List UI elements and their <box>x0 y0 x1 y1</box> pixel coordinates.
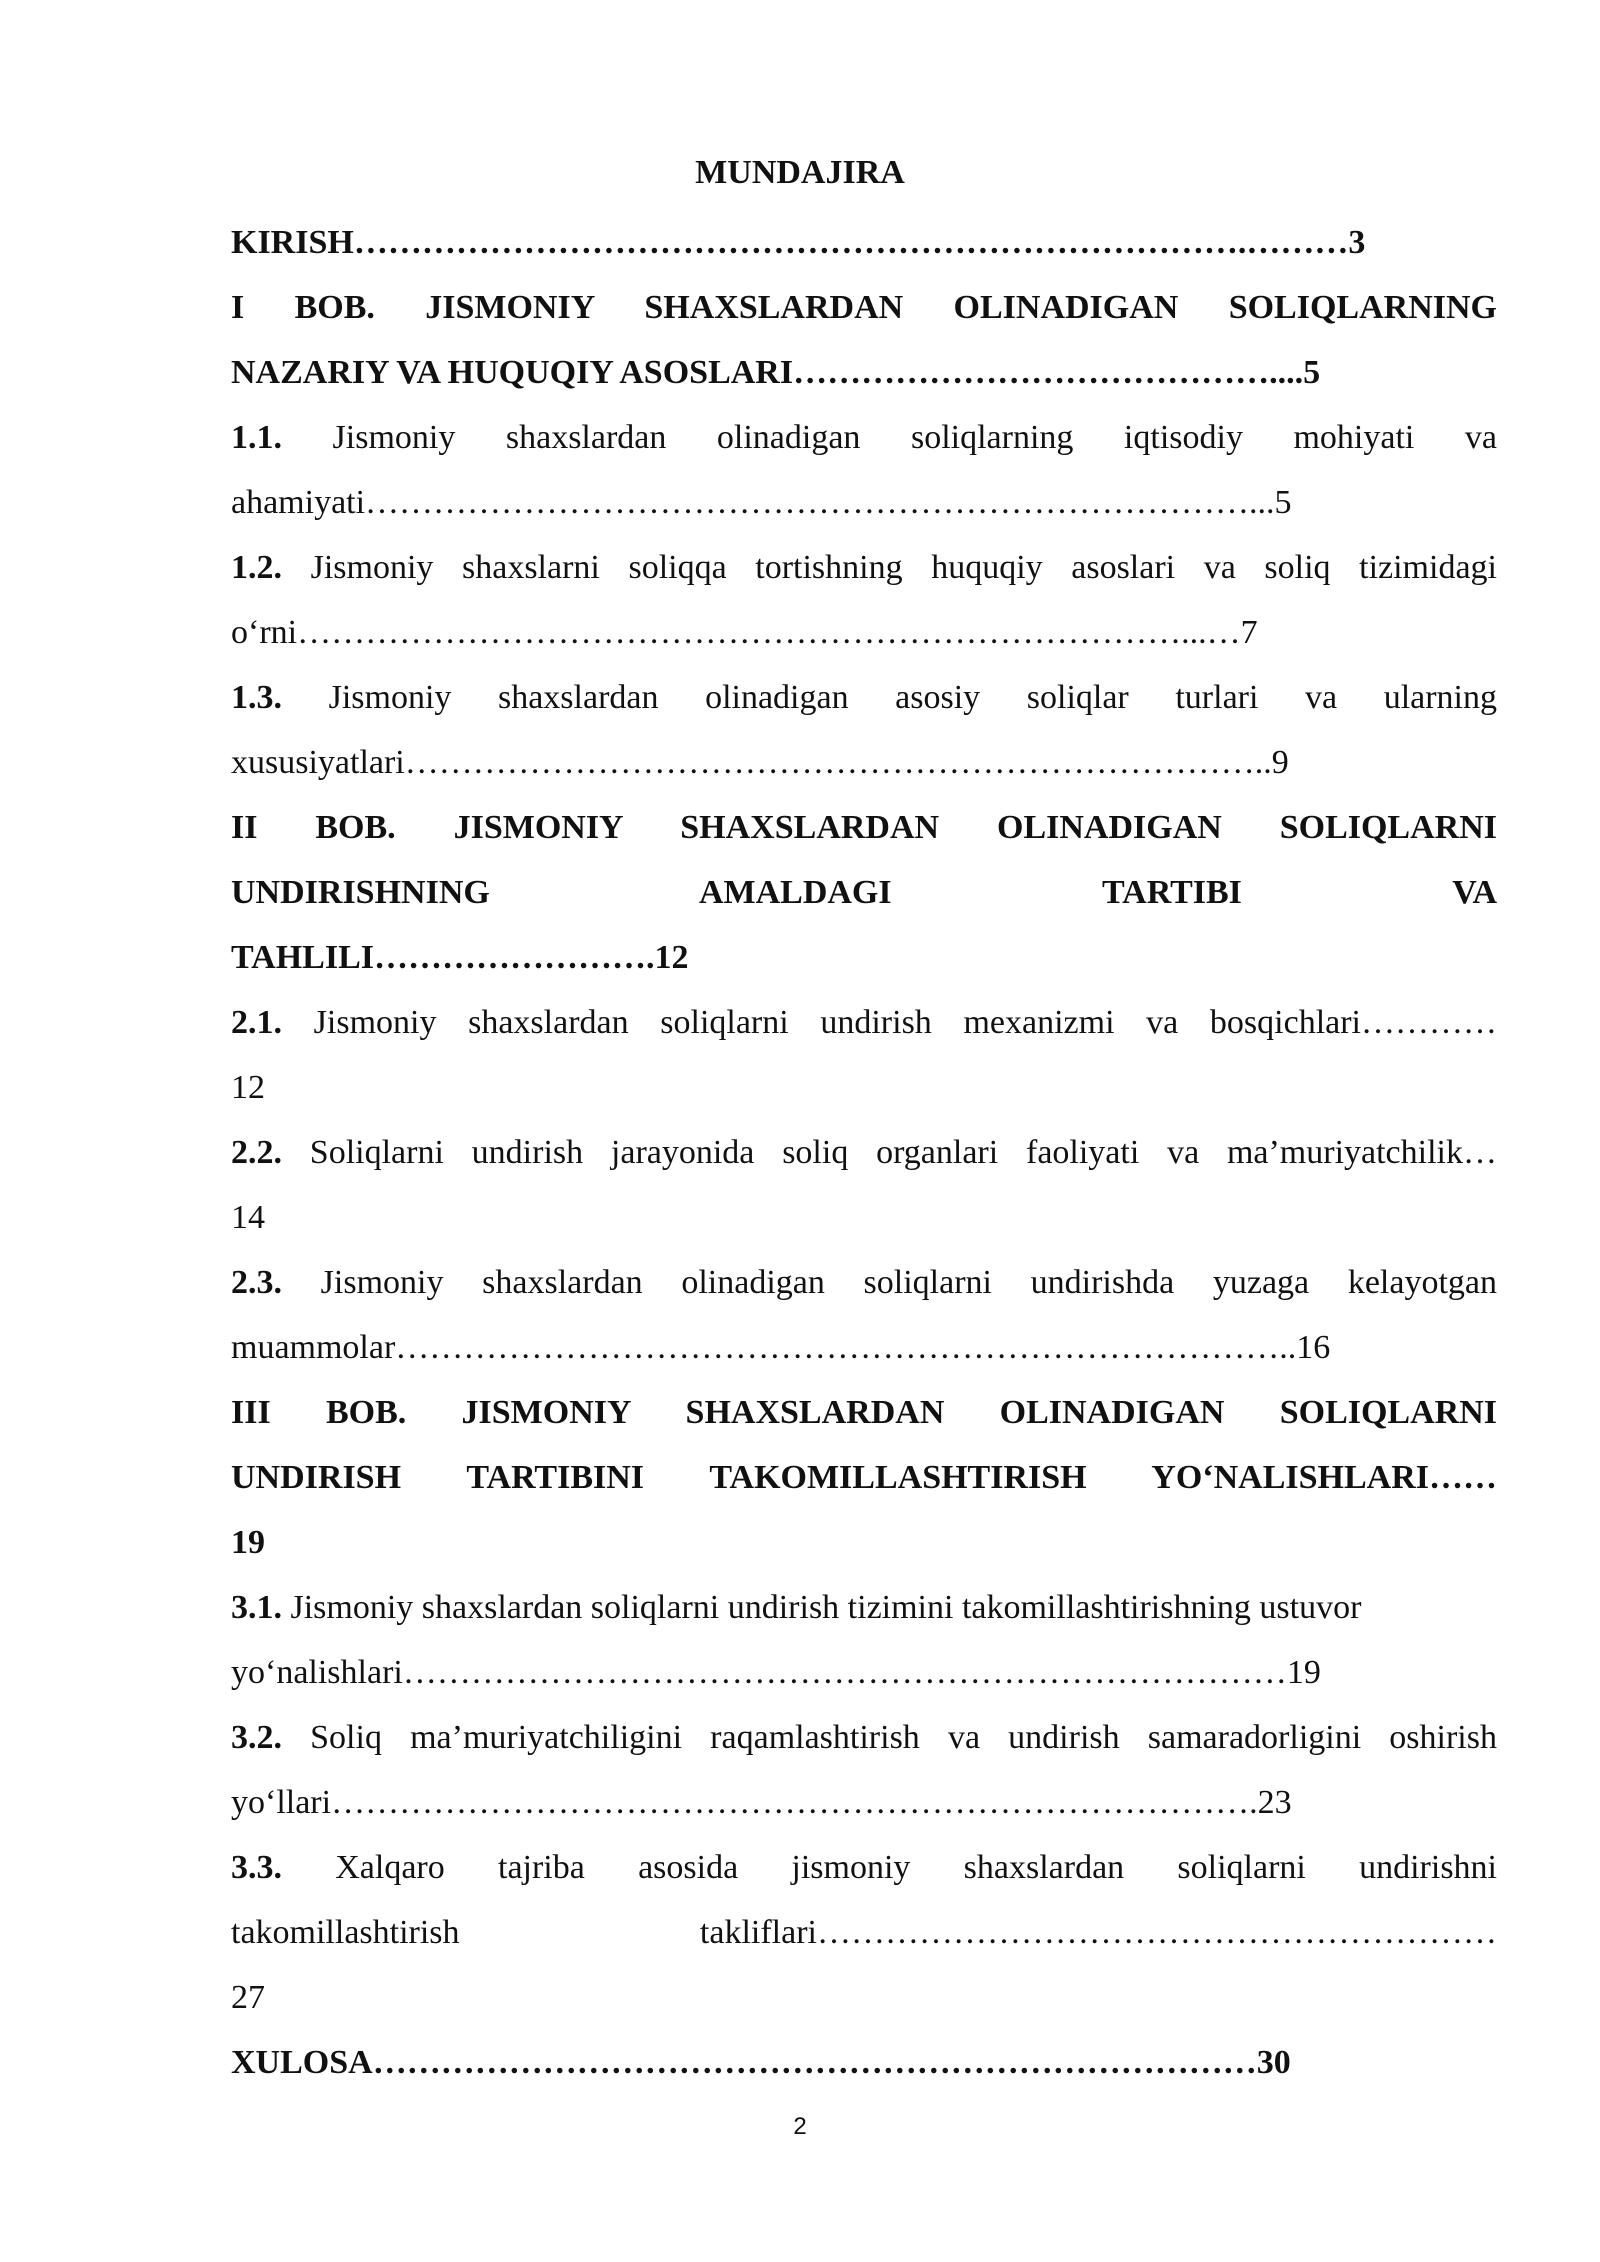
toc-line <box>231 1650 1497 1696</box>
toc-line <box>231 870 1497 916</box>
toc-line-bold-text: NAZARIY VA HUQUQIY ASOSLARI……………………………………....5 <box>231 354 1321 391</box>
toc-line <box>231 285 1497 331</box>
toc-line <box>231 480 1497 526</box>
toc-line-bold-text: 1.3. <box>231 679 282 716</box>
toc-line-bold-text: 3.3. <box>231 1849 282 1886</box>
toc-line <box>231 1195 1497 1241</box>
toc-line-bold-text: II BOB. JISMONIY SHAXSLARDAN OLINADIGAN SOLIQLARNI <box>231 809 1497 846</box>
toc-line-text: 14 <box>231 1199 265 1236</box>
toc-line <box>231 675 1497 721</box>
toc-line-text: ahamiyati……………………………………………………………………...5 <box>231 484 1292 521</box>
page-title: MUNDAJIRA <box>695 154 905 191</box>
toc-line <box>231 350 1497 396</box>
toc-line <box>231 1910 1497 1956</box>
toc-line-text: o‘rni……………………………………………………………………...…7 <box>231 614 1258 651</box>
toc-line <box>231 1845 1497 1891</box>
toc-line-bold-text: UNDIRISHNING AMALDAGI TARTIBI VA <box>231 874 1497 911</box>
toc-line <box>231 805 1497 851</box>
toc-line <box>231 1455 1497 1501</box>
toc-line <box>231 220 1497 266</box>
page-number: 2 <box>793 2113 807 2140</box>
toc-line-bold-text: III BOB. JISMONIY SHAXSLARDAN OLINADIGAN SOLIQLARNI <box>231 1394 1497 1431</box>
toc-line <box>231 1520 1497 1566</box>
toc-line <box>231 1130 1497 1176</box>
toc-line <box>231 1260 1497 1306</box>
toc-line-bold-text: 2.3. <box>231 1264 282 1301</box>
toc-line-bold-text: 19 <box>231 1524 265 1561</box>
toc-line <box>231 740 1497 786</box>
toc-line-bold-text: 1.2. <box>231 549 282 586</box>
toc-line-bold-text: 2.2. <box>231 1134 282 1171</box>
toc-line-bold-text: 1.1. <box>231 419 282 456</box>
toc-line-text: Jismoniy shaxslardan soliqlarni undirish tizimini takomillashtirishning ustuvor <box>282 1589 1362 1626</box>
toc-line-bold-text: UNDIRISH TARTIBINI TAKOMILLASHTIRISH YO‘NALISHLARI…… <box>231 1459 1497 1496</box>
toc-line-bold-text: 3.1. <box>231 1589 282 1626</box>
toc-line-text: muammolar……………………………………………………………………..16 <box>231 1329 1331 1366</box>
toc-line <box>231 1715 1497 1761</box>
toc-line <box>231 1585 1497 1631</box>
toc-line-bold-text: XULOSA……………………………………………………………………30 <box>231 2044 1291 2081</box>
toc-line <box>231 1780 1497 1826</box>
toc-line <box>231 1000 1497 1046</box>
toc-line-bold-text: 3.2. <box>231 1719 282 1756</box>
toc-line-bold-text: 2.1. <box>231 1004 282 1041</box>
toc-line-text: yo‘llari……………………………………………………………………….23 <box>231 1784 1292 1821</box>
toc-line-bold-text: TAHLILI…………………….12 <box>231 939 689 976</box>
toc-line-text: Xalqaro tajriba asosida jismoniy shaxslardan soliqlarni undirishni <box>282 1849 1497 1886</box>
toc-line-text: Jismoniy shaxslardan olinadigan asosiy soliqlar turlari va ularning <box>282 679 1497 716</box>
toc-line-text: Jismoniy shaxslardan olinadigan soliqlarni undirishda yuzaga kelayotgan <box>282 1264 1497 1301</box>
toc-line <box>231 1065 1497 1111</box>
toc-line-bold-text: I BOB. JISMONIY SHAXSLARDAN OLINADIGAN SOLIQLARNING <box>231 289 1497 326</box>
toc-line <box>231 935 1497 981</box>
toc-line-text: Jismoniy shaxslardan olinadigan soliqlarning iqtisodiy mohiyati va <box>282 419 1497 456</box>
toc-line <box>231 1390 1497 1436</box>
toc-line <box>231 1975 1497 2021</box>
toc-line-text: yo‘nalishlari……………………………………………………………………19 <box>231 1654 1321 1691</box>
toc-line-bold-text: KIRISH…………………………………………………………………….………3 <box>231 224 1366 261</box>
toc-line <box>231 415 1497 461</box>
toc-line-text: Soliqlarni undirish jarayonida soliq organlari faoliyati va ma’muriyatchilik… <box>282 1134 1497 1171</box>
toc-line-text: Soliq ma’muriyatchiligini raqamlashtirish va undirish samaradorligini oshirish <box>282 1719 1497 1756</box>
toc-line <box>231 545 1497 591</box>
toc-line <box>231 2040 1497 2086</box>
toc-line-text: Jismoniy shaxslarni soliqqa tortishning huquqiy asoslari va soliq tizimidagi <box>282 549 1497 586</box>
toc-line <box>231 610 1497 656</box>
toc-line-text: 12 <box>231 1069 265 1106</box>
toc-line-text: takomillashtirish takliflari…………………………………………………… <box>231 1914 1497 1951</box>
toc-line-text: 27 <box>231 1979 265 2016</box>
toc-line-text: xususiyatlari…………………………………………………………………..9 <box>231 744 1289 781</box>
toc-line <box>231 1325 1497 1371</box>
toc-line-text: Jismoniy shaxslardan soliqlarni undirish mexanizmi va bosqichlari………… <box>282 1004 1497 1041</box>
